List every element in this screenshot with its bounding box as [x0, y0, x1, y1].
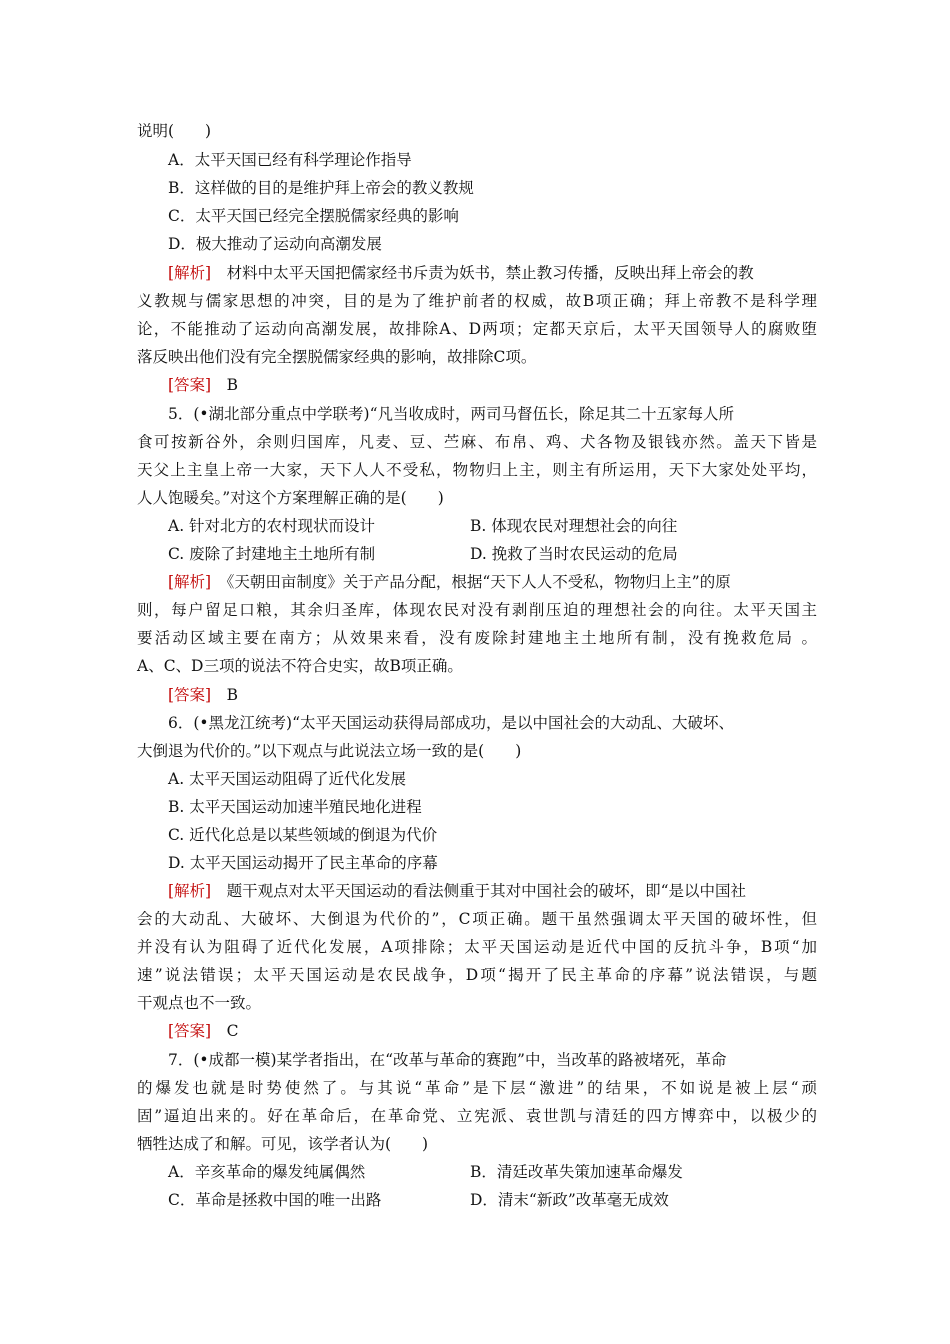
q7-option-d: D．清末“新政”改革毫无成效	[470, 1191, 669, 1209]
q6-analysis-line-2: 会的大动乱、大破坏、大倒退为代价的”，C项正确。题干虽然强调太平天国的破坏性，但	[137, 910, 817, 928]
q6-answer	[168, 1021, 848, 1041]
q5-stem-line-4: 人人饱暖矣。”对这个方案理解正确的是( )	[137, 489, 444, 507]
answer-tag: [答案]	[168, 1022, 212, 1040]
q5-option-d: D. 挽救了当时农民运动的危局	[470, 545, 678, 563]
analysis-tag: [解析]	[168, 573, 212, 591]
q7-stem-line-3: 固”逼迫出来的。好在革命后，在革命党、立宪派、袁世凯与清廷的四方博弈中，以极少的	[137, 1107, 817, 1125]
q4-option-b: B．这样做的目的是维护拜上帝会的教义教规	[168, 179, 474, 197]
q7-stem-line-4: 牺牲达成了和解。可见，该学者认为( )	[137, 1135, 429, 1153]
answer-value: B	[211, 686, 238, 704]
analysis-tag: [解析]	[168, 264, 212, 282]
q4-stem-tail: 说明( )	[137, 122, 212, 140]
q4-option-a: A．太平天国已经有科学理论作指导	[168, 151, 412, 169]
answer-value: B	[211, 376, 238, 394]
q4-analysis-line-4: 落反映出他们没有完全摆脱儒家经典的影响，故排除C项。	[137, 348, 537, 366]
q7-option-a: A．辛亥革命的爆发纯属偶然	[168, 1163, 366, 1181]
answer-value: C	[211, 1022, 239, 1040]
q4-analysis-line-2: 义教规与儒家思想的冲突，目的是为了维护前者的权威，故B项正确；拜上帝教不是科学理	[137, 292, 817, 310]
q6-analysis-line-5: 干观点也不一致。	[137, 994, 262, 1012]
q6-option-b: B. 太平天国运动加速半殖民地化进程	[168, 798, 422, 816]
q4-analysis-line-3: 论，不能推动了运动向高潮发展，故排除A、D两项；定都天京后，太平天国领导人的腐败堕	[137, 320, 817, 338]
q5-stem-line-2: 食可按新谷外，余则归国库，凡麦、豆、苎麻、布帛、鸡、犬各物及银钱亦然。盖天下皆是	[137, 433, 817, 451]
analysis-text: 题干观点对太平天国运动的看法侧重于其对中国社会的破坏，即“是以中国社	[211, 882, 747, 900]
q5-option-b: B. 体现农民对理想社会的向往	[470, 517, 678, 535]
q4-analysis-line-1	[168, 263, 818, 283]
analysis-text: 材料中太平天国把儒家经书斥责为妖书，禁止教习传播，反映出拜上帝会的教	[211, 264, 754, 282]
q5-analysis-line-3: 要活动区域主要在南方；从效果来看，没有废除封建地主土地所有制，没有挽救危局 。	[137, 629, 817, 647]
q6-stem-line-2: 大倒退为代价的。”以下观点与此说法立场一致的是( )	[137, 742, 522, 760]
q5-option-a: A. 针对北方的农村现状而设计	[168, 517, 376, 535]
q4-answer	[168, 375, 848, 395]
q7-stem-line-2: 的爆发也就是时势使然了。与其说“革命”是下层“激进”的结果，不如说是被上层“顽	[137, 1079, 817, 1097]
q7-stem-line-1: 7．(•成都一模)某学者指出，在“改革与革命的赛跑”中，当改革的路被堵死，革命	[168, 1051, 727, 1069]
q6-analysis-line-1	[168, 881, 818, 901]
q5-answer	[168, 685, 848, 705]
q6-option-c: C. 近代化总是以某些领域的倒退为代价	[168, 826, 438, 844]
q5-analysis-line-2: 则，每户留足口粮，其余归圣库，体现农民对没有剥削压迫的理想社会的向往。太平天国主	[137, 601, 817, 619]
q5-analysis-line-4: A、C、D三项的说法不符合史实，故B项正确。	[137, 657, 463, 675]
q5-analysis-line-1	[168, 572, 818, 592]
q6-option-d: D. 太平天国运动揭开了民主革命的序幕	[168, 854, 438, 872]
q6-option-a: A. 太平天国运动阻碍了近代化发展	[168, 770, 407, 788]
answer-tag: [答案]	[168, 686, 212, 704]
answer-tag: [答案]	[168, 376, 212, 394]
q7-option-b: B．清廷改革失策加速革命爆发	[470, 1163, 683, 1181]
q7-option-c: C．革命是拯救中国的唯一出路	[168, 1191, 382, 1209]
q5-stem-line-1: 5．(•湖北部分重点中学联考)“凡当收成时，两司马督伍长，除足其二十五家每人所	[168, 405, 735, 423]
q5-stem-line-3: 天父上主皇上帝一大家，天下人人不受私，物物归上主，则主有所运用，天下大家处处平均，	[137, 461, 817, 479]
q4-option-d: D．极大推动了运动向高潮发展	[168, 235, 382, 253]
analysis-tag: [解析]	[168, 882, 212, 900]
q6-analysis-line-4: 速”说法错误；太平天国运动是农民战争，D项“揭开了民主革命的序幕”说法错误，与题	[137, 966, 817, 984]
q6-stem-line-1: 6．(•黑龙江统考)“太平天国运动获得局部成功，是以中国社会的大动乱、大破坏、	[168, 714, 735, 732]
q6-analysis-line-3: 并没有认为阻碍了近代化发展，A项排除；太平天国运动是近代中国的反抗斗争，B项“加	[137, 938, 817, 956]
q5-option-c: C. 废除了封建地主土地所有制	[168, 545, 376, 563]
q4-option-c: C．太平天国已经完全摆脱儒家经典的影响	[168, 207, 459, 225]
analysis-text: 《天朝田亩制度》关于产品分配，根据“天下人人不受私，物物归上主”的原	[211, 573, 731, 591]
